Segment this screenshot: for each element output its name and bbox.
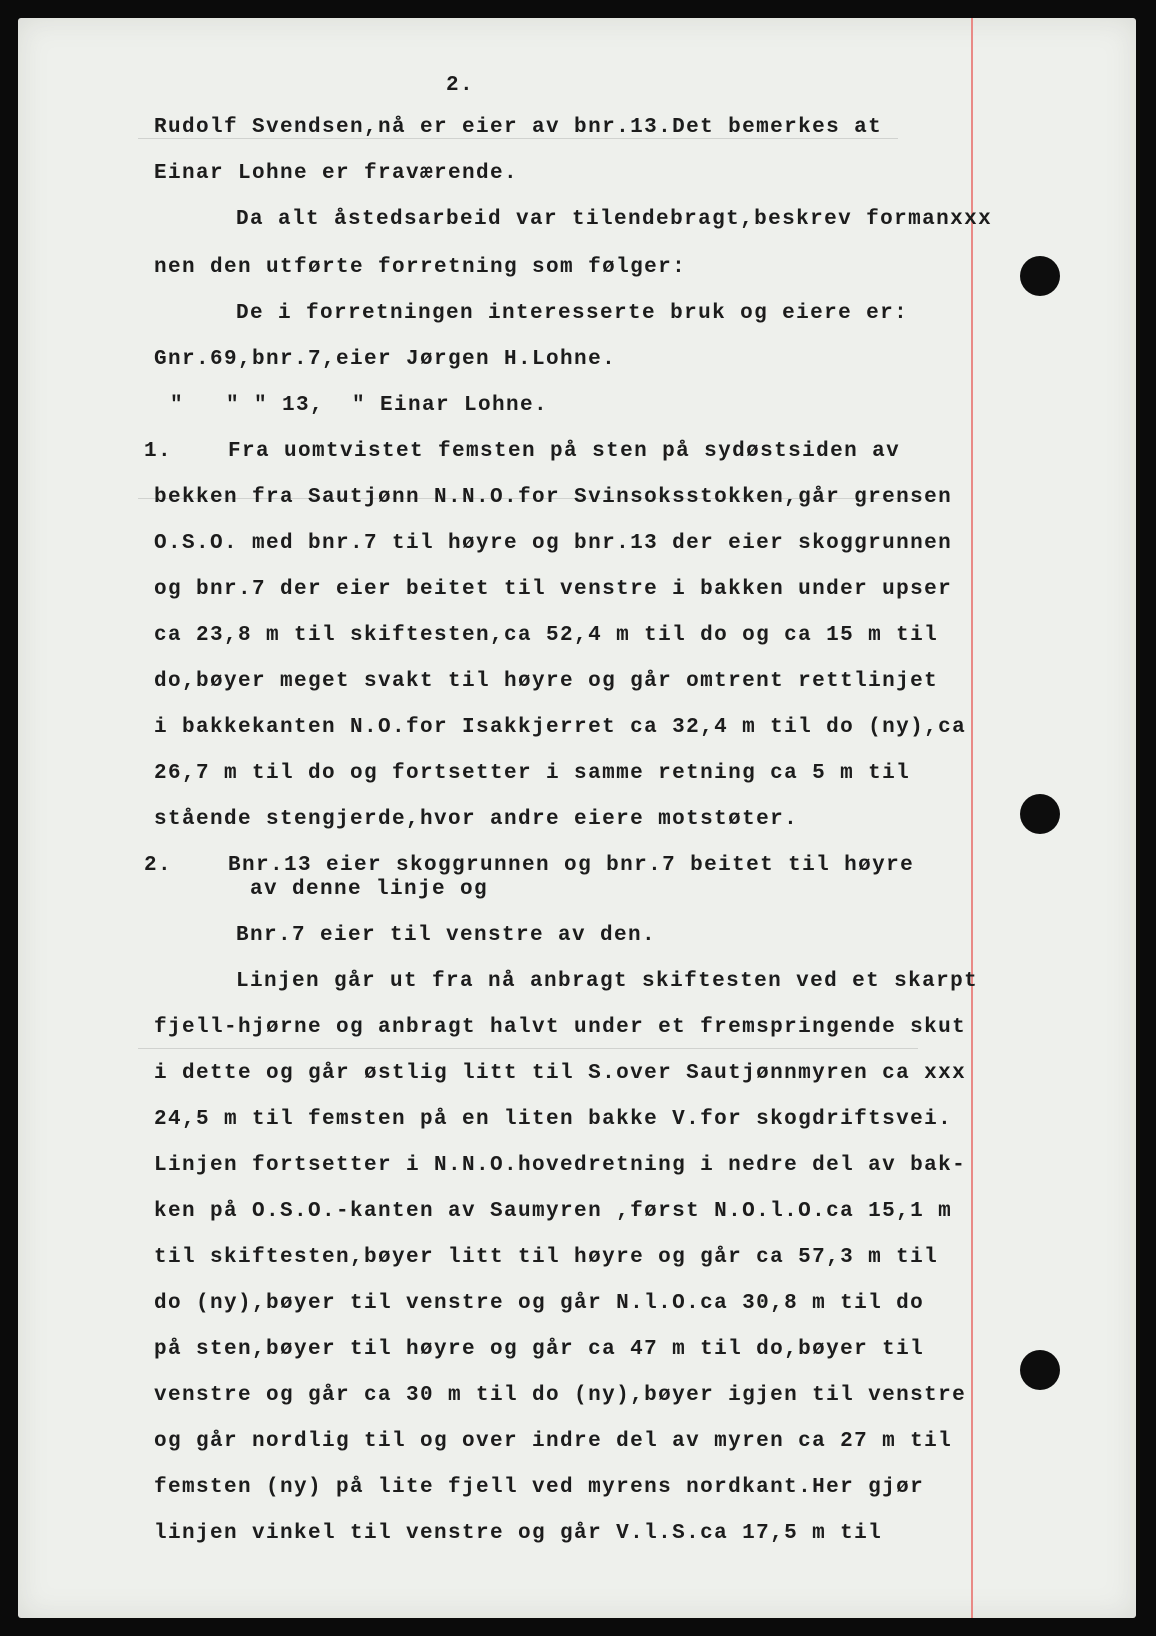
- text-line: femsten (ny) på lite fjell ved myrens nordkant.Her gjør: [154, 1476, 925, 1499]
- text-line: Rudolf Svendsen,nå er eier av bnr.13.Det bemerkes at: [154, 116, 883, 139]
- text-line: fjell-hjørne og anbragt halvt under et fremspringende skut: [154, 1016, 967, 1039]
- text-line: 24,5 m til femsten på en liten bakke V.for skogdriftsvei.: [154, 1108, 953, 1131]
- document-page: [18, 18, 1136, 1618]
- text-line: Gnr.69,bnr.7,eier Jørgen H.Lohne.: [154, 348, 617, 371]
- punch-hole-bottom: [1020, 1350, 1060, 1390]
- punch-hole-top: [1020, 256, 1060, 296]
- text-line: ken på O.S.O.-kanten av Saumyren ,først N.O.l.O.ca 15,1 m: [154, 1200, 953, 1223]
- text-line: linjen vinkel til venstre og går V.l.S.ca 17,5 m til: [154, 1522, 883, 1545]
- text-line: og går nordlig til og over indre del av myren ca 27 m til: [154, 1430, 953, 1453]
- text-line: 2. Bnr.13 eier skoggrunnen og bnr.7 beitet til høyre: [144, 854, 915, 877]
- text-line: av denne linje og: [250, 878, 489, 901]
- text-line: 26,7 m til do og fortsetter i samme retning ca 5 m til: [154, 762, 911, 785]
- text-line: do,bøyer meget svakt til høyre og går omtrent rettlinjet: [154, 670, 939, 693]
- text-line: i bakkekanten N.O.for Isakkjerret ca 32,4 m til do (ny),ca: [154, 716, 967, 739]
- text-line: " " " 13, " Einar Lohne.: [170, 394, 549, 417]
- text-line: do (ny),bøyer til venstre og går N.l.O.ca 30,8 m til do: [154, 1292, 925, 1315]
- text-line: ca 23,8 m til skiftesten,ca 52,4 m til do og ca 15 m til: [154, 624, 939, 647]
- punch-hole-middle: [1020, 794, 1060, 834]
- text-line: stående stengjerde,hvor andre eiere motstøter.: [154, 808, 799, 831]
- text-line: venstre og går ca 30 m til do (ny),bøyer igjen til venstre: [154, 1384, 967, 1407]
- text-line: O.S.O. med bnr.7 til høyre og bnr.13 der eier skoggrunnen: [154, 532, 953, 555]
- text-line: bekken fra Sautjønn N.N.O.for Svinsoksstokken,går grensen: [154, 486, 953, 509]
- text-line: på sten,bøyer til høyre og går ca 47 m til do,bøyer til: [154, 1338, 925, 1361]
- text-line: Linjen går ut fra nå anbragt skiftesten ved et skarpt: [236, 970, 979, 993]
- page-number: 2.: [446, 74, 475, 97]
- text-line: 1. Fra uomtvistet femsten på sten på sydøstsiden av: [144, 440, 901, 463]
- faint-bleed-line: [138, 1048, 918, 1049]
- text-line: Bnr.7 eier til venstre av den.: [236, 924, 657, 947]
- text-line: og bnr.7 der eier beitet til venstre i bakken under upser: [154, 578, 953, 601]
- red-margin-line: [971, 18, 973, 1618]
- text-line: Linjen fortsetter i N.N.O.hovedretning i nedre del av bak-: [154, 1154, 967, 1177]
- text-line: Einar Lohne er fraværende.: [154, 162, 519, 185]
- text-line: Da alt åstedsarbeid var tilendebragt,beskrev formanxxx: [236, 208, 993, 231]
- text-line: i dette og går østlig litt til S.over Sautjønnmyren ca xxx: [154, 1062, 967, 1085]
- text-line: til skiftesten,bøyer litt til høyre og går ca 57,3 m til: [154, 1246, 939, 1269]
- text-line: nen den utførte forretning som følger:: [154, 256, 687, 279]
- text-line: De i forretningen interesserte bruk og eiere er:: [236, 302, 909, 325]
